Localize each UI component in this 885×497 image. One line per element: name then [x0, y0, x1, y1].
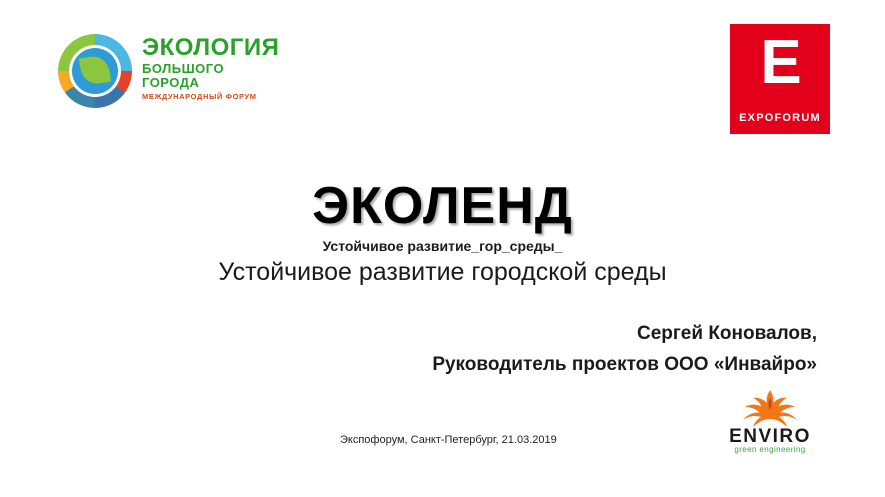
slide-title: ЭКОЛЕНД: [312, 177, 573, 235]
author-name: Сергей Коновалов,: [637, 323, 817, 344]
enviro-wordmark: ENVIRO: [729, 426, 811, 447]
forum-logo-line2: БОЛЬШОГО: [142, 61, 225, 76]
ecology-forum-logo: [58, 30, 308, 115]
slide-subtitle: Устойчивое развитие городской среды: [218, 258, 667, 286]
expoforum-wordmark: EXPOFORUM: [739, 112, 821, 124]
slide-subtitle-small: Устойчивое развитие_гор_среды_: [322, 238, 563, 254]
enviro-tagline: green engineering: [734, 445, 806, 454]
forum-logo-line4: МЕЖДУНАРОДНЫЙ ФОРУМ: [142, 92, 257, 102]
enviro-logo: [710, 388, 830, 458]
phoenix-bird-icon: [738, 388, 802, 428]
footer-event-note: Экспофорум, Санкт-Петербург, 21.03.2019: [340, 434, 557, 446]
forum-logo-line1: ЭКОЛОГИЯ: [142, 34, 280, 61]
forum-logo-text: [142, 36, 308, 101]
forum-emblem-icon: [58, 34, 132, 108]
forum-logo-line3: ГОРОДА: [142, 74, 200, 90]
expoforum-mark: E: [760, 28, 800, 97]
expoforum-logo: [730, 24, 830, 134]
author-role: Руководитель проектов ООО «Инвайро»: [432, 354, 817, 375]
